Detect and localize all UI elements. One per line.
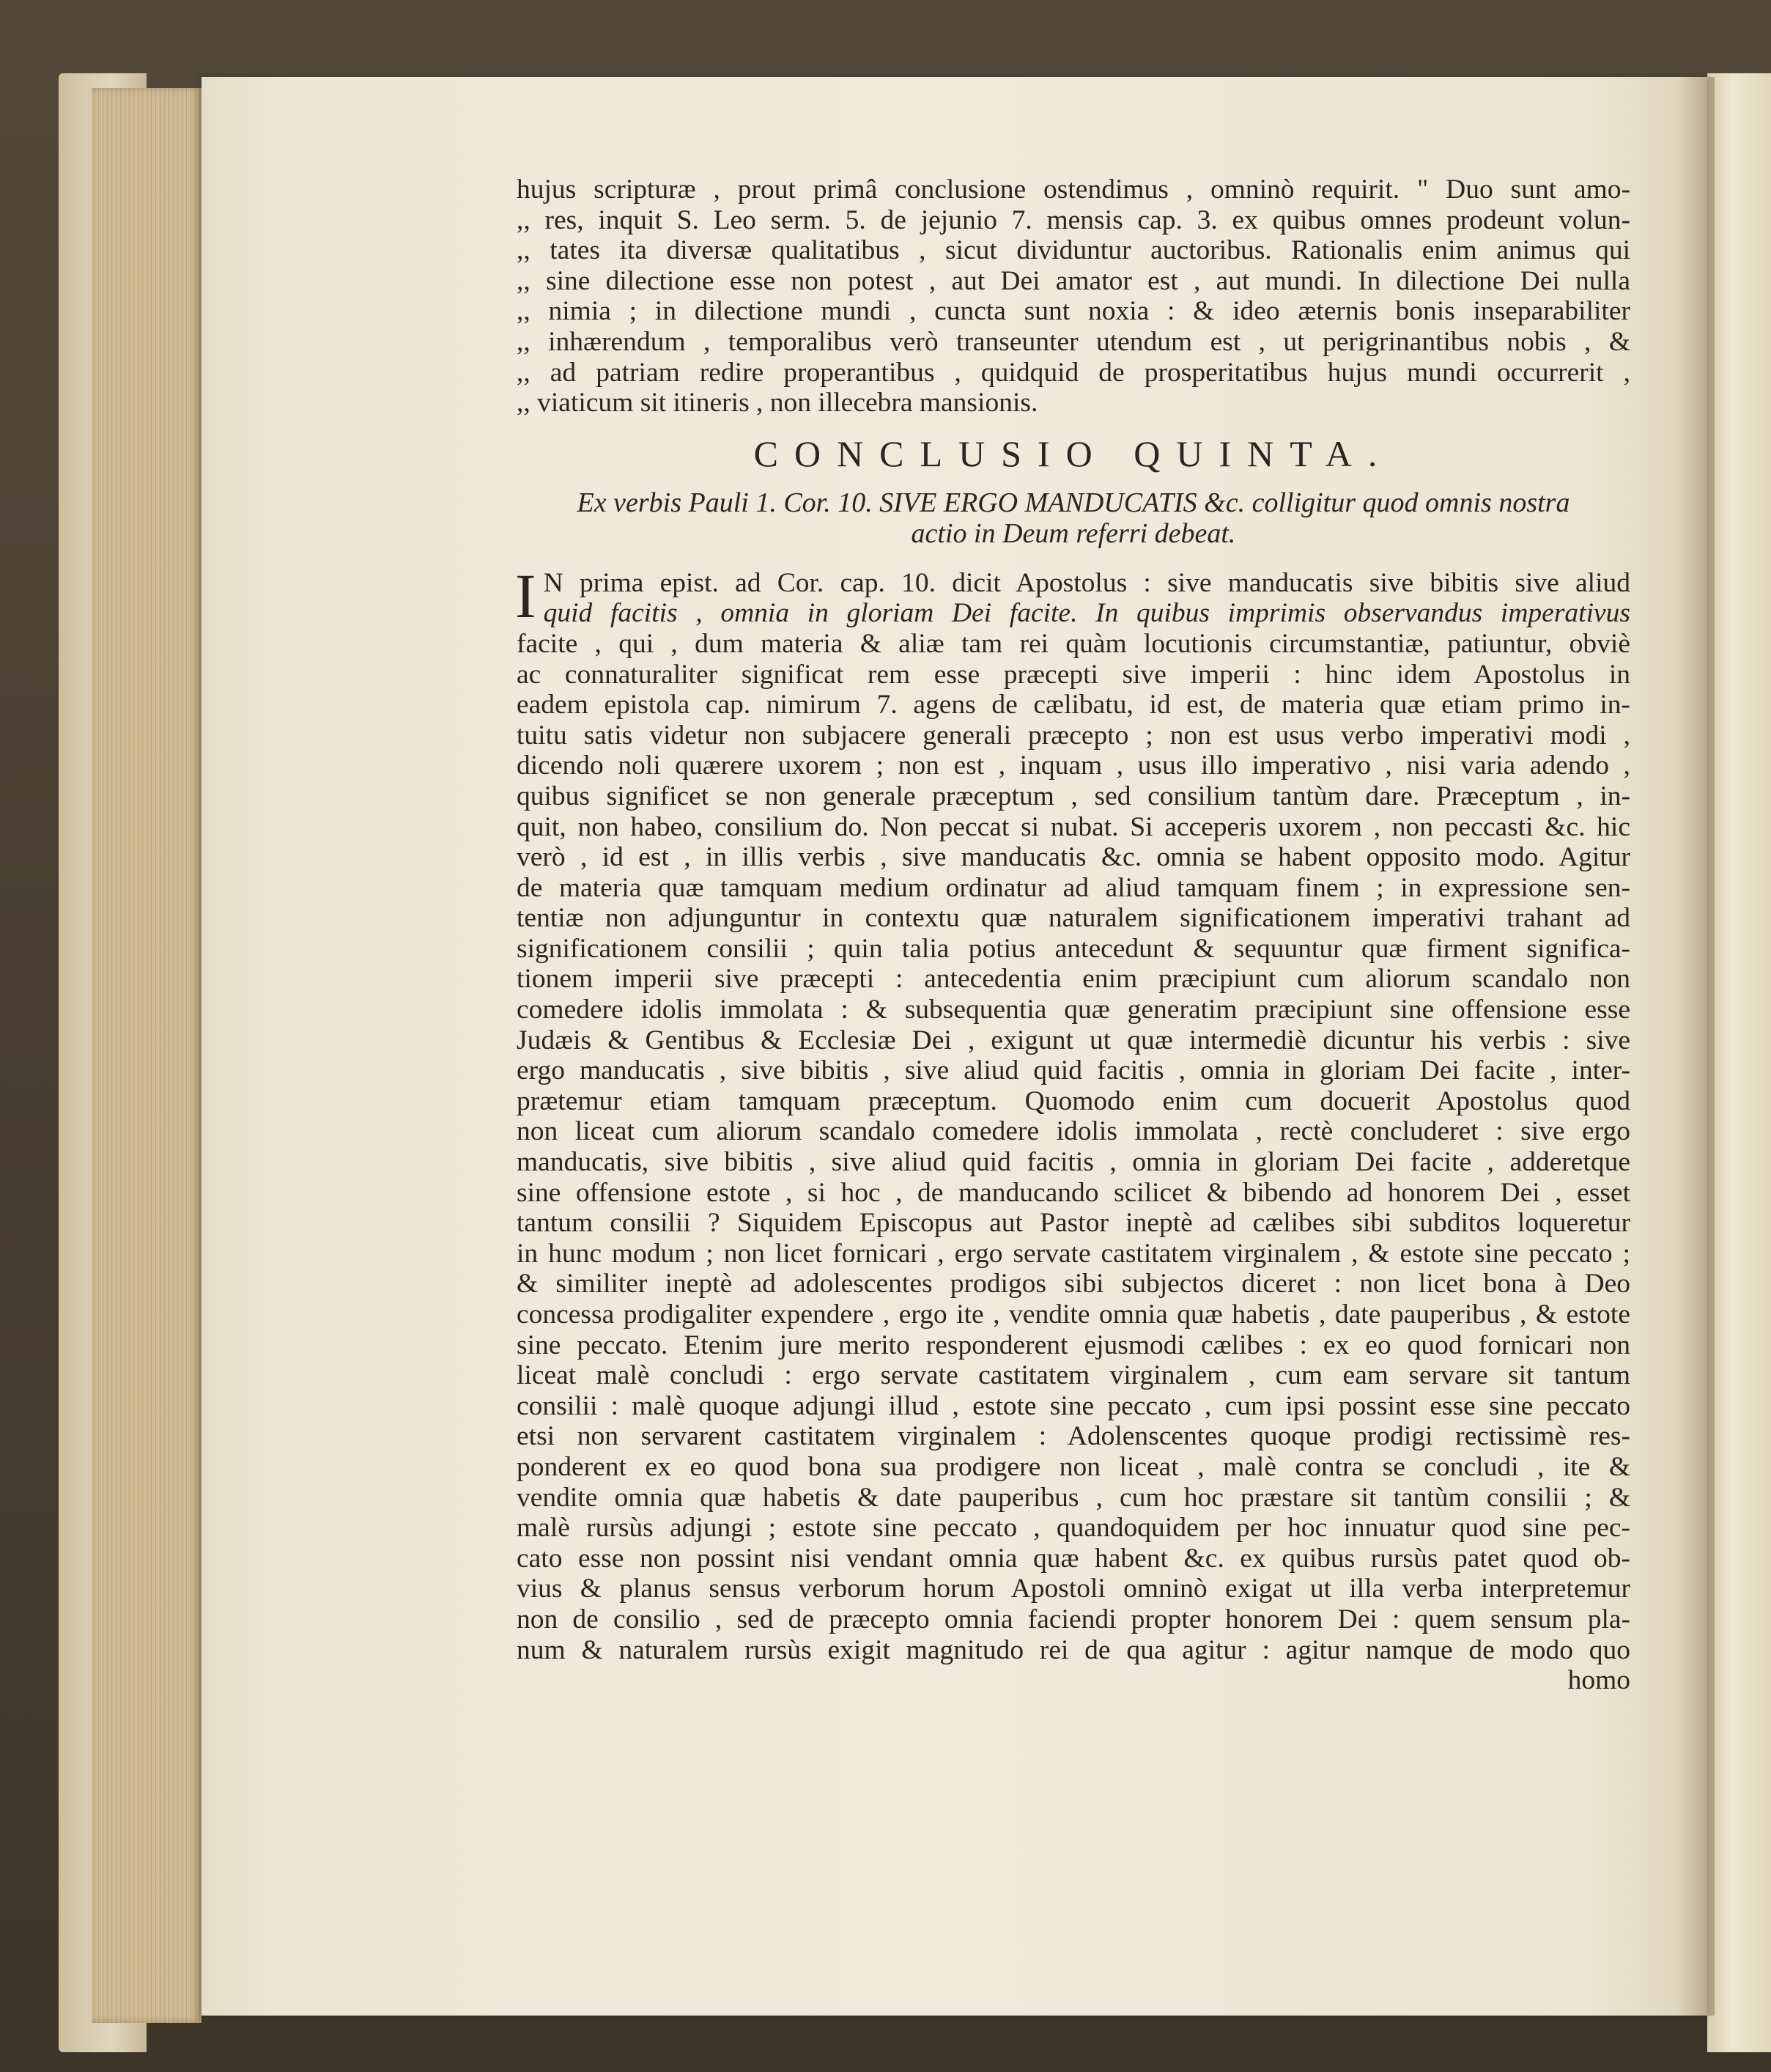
body-line: consilii : malè quoque adjungi illud , estote sine peccato , cum ipsi possint esse sine peccato: [517, 1390, 1630, 1421]
body-line: in hunc modum ; non licet fornicari , ergo servate castitatem virginalem , & estote sine peccato ;: [517, 1238, 1630, 1269]
body-line: prætemur etiam tamquam præceptum. Quomodo enim cum docuerit Apostolus quod: [517, 1085, 1630, 1116]
quote-line: ,, ad patriam redire properantibus , quidquid de prosperitatibus hujus mundi occurrerit ,: [517, 357, 1630, 388]
body-line: comedere idolis immolata : & subsequentia quæ generatim præcipiunt sine offensione esse: [517, 995, 1630, 1025]
body-line: facite , qui , dum materia & aliæ tam rei quàm locutionis circumstantiæ, patiuntur, obviè: [517, 628, 1630, 659]
body-line: ergo manducatis , sive bibitis , sive aliud quid facitis , omnia in gloriam Dei facite , inter-: [517, 1055, 1630, 1086]
body-line: manducatis, sive bibitis , sive aliud quid facitis , omnia in gloriam Dei facite , adderetque: [517, 1147, 1630, 1178]
body-line: verò , id est , in illis verbis , sive manducatis &c. omnia se habent opposito modo. Agitur: [517, 842, 1630, 873]
quote-line: ,, nimia ; in dilectione mundi , cuncta sunt noxia : & ideo æternis bonis inseparabiliter: [517, 296, 1630, 327]
quote-line: ,, sine dilectione esse non potest , aut Dei amator est , aut mundi. In dilectione Dei nulla: [517, 265, 1630, 296]
quote-line: ,, viaticum sit itineris , non illecebra mansionis.: [517, 388, 1038, 419]
body-line: vius & planus sensus verborum horum Apostoli omninò exigat ut illa verba interpretemur: [517, 1574, 1630, 1604]
body-line: num & naturalem rursùs exigit magnitudo rei de qua agitur : agitur namque de modo quo: [517, 1634, 1630, 1665]
body-line: liceat malè concludi : ergo servate castitatem virginalem , cum eam servare sit tantum: [517, 1360, 1630, 1391]
body-line: tentiæ non adjunguntur in contextu quæ naturalem significationem imperativi trahant ad: [517, 903, 1630, 934]
body-paragraph: [515, 560, 1630, 1696]
body-line: & similiter ineptè ad adolescentes prodigos sibi subjectos diceret : non licet bona à Deo: [517, 1269, 1630, 1299]
body-line: N prima epist. ad Cor. cap. 10. dicit Apostolus : sive manducatis sive bibitis sive aliud: [543, 567, 1630, 598]
body-line: ac connaturaliter significat rem esse præcepti sive imperii : hinc idem Apostolus in: [517, 659, 1630, 690]
quote-line: ,, tates ita diversæ qualitatibus , sicut dividuntur auctoribus. Rationalis enim animus qui: [517, 235, 1630, 266]
body-line: cato esse non possint nisi vendant omnia quæ habent &c. ex quibus rursùs patet quod ob-: [517, 1543, 1630, 1574]
section-subtitle: Ex verbis Pauli 1. Cor. 10. SIVE ERGO MANDUCATIS &c. colligitur quod omnis nostra: [577, 487, 1570, 518]
body-line: concessa prodigaliter expendere , ergo ite , vendite omnia quæ habetis , date pauperibus , & estote: [517, 1299, 1630, 1330]
body-line: quibus significet se non generale præceptum , sed consilium tantùm dare. Præceptum , in-: [517, 781, 1630, 811]
body-line: tantum consilii ? Siquidem Episcopus aut Pastor ineptè ad cælibes sibi subditos loqueretur: [517, 1208, 1630, 1239]
body-line: non de consilio , sed de præcepto omnia faciendi propter honorem Dei : quem sensum pla-: [517, 1604, 1630, 1634]
quote-line: ,, res, inquit S. Leo serm. 5. de jejunio 7. mensis cap. 3. ex quibus omnes prodeunt volun-: [517, 204, 1630, 235]
quote-line: ,, inhærendum , temporalibus verò transeunter utendum est , ut perigrinantibus nobis , &: [517, 326, 1630, 357]
body-line: de materia quæ tamquam medium ordinatur ad aliud tamquam finem ; in expressione sen-: [517, 872, 1630, 903]
body-line: significationem consilii ; quin talia potius antecedunt & sequuntur quæ firment significa-: [517, 933, 1630, 964]
body-line: Judæis & Gentibus & Ecclesiæ Dei , exigunt ut quæ intermediè dicuntur his verbis : sive: [517, 1025, 1630, 1055]
quote-line: hujus scripturæ , prout primâ conclusione ostendimus , omninò requirit. " Duo sunt amo-: [517, 174, 1630, 204]
page-edges: [92, 88, 201, 2023]
section-title: CONCLUSIO QUINTA.: [753, 432, 1394, 474]
body-line: dicendo noli quærere uxorem ; non est , inquam , usus illo imperativo , nisi varia adendo ,: [517, 751, 1630, 781]
book-cover-right: [1707, 73, 1771, 2052]
body-line: ponderent ex eo quod bona sua prodigere non liceat , malè contra se concludi , ite &: [517, 1451, 1630, 1482]
body-line: quit, non habeo, consilium do. Non peccat si nubat. Si acceperis uxorem , non peccasti &c. hic: [517, 811, 1630, 842]
section-subtitle: actio in Deum referri debeat.: [911, 517, 1236, 549]
body-line: eadem epistola cap. nimirum 7. agens de cælibatu, id est, de materia quæ etiam primo in-: [517, 690, 1630, 720]
quotation-block: [517, 174, 1630, 419]
catchword: homo: [1567, 1665, 1630, 1696]
body-line: tionem imperii sive præcepti : antecedentia enim præcipiunt cum aliorum scandalo non: [517, 964, 1630, 995]
body-line: etsi non servarent castitatem virginalem : Adolenscentes quoque prodigi rectissimè res-: [517, 1421, 1630, 1452]
body-line: sine offensione estote , si hoc , de manducando scilicet & bibendo ad honorem Dei , esset: [517, 1177, 1630, 1208]
body-line: quid facitis , omnia in gloriam Dei facite. In quibus imprimis observandus imperativus: [543, 598, 1630, 629]
body-line: non liceat cum aliorum scandalo comedere idolis immolata , rectè concluderet : sive ergo: [517, 1116, 1630, 1147]
body-line: tuitu satis videtur non subjacere generali præcepto ; non est usus verbo imperativi modi ,: [517, 720, 1630, 751]
page-text: [517, 174, 1630, 1696]
drop-cap: I: [515, 560, 536, 631]
page-gutter: [1678, 77, 1715, 2016]
body-line: malè rursùs adjungi ; estote sine peccato , quandoquidem per hoc innuatur quod sine pec-: [517, 1513, 1630, 1544]
body-line: vendite omnia quæ habetis & date pauperibus , cum hoc præstare sit tantùm consilii ; &: [517, 1482, 1630, 1513]
body-line: sine peccato. Etenim jure merito responderent ejusmodi cælibes : ex eo quod fornicari non: [517, 1330, 1630, 1360]
